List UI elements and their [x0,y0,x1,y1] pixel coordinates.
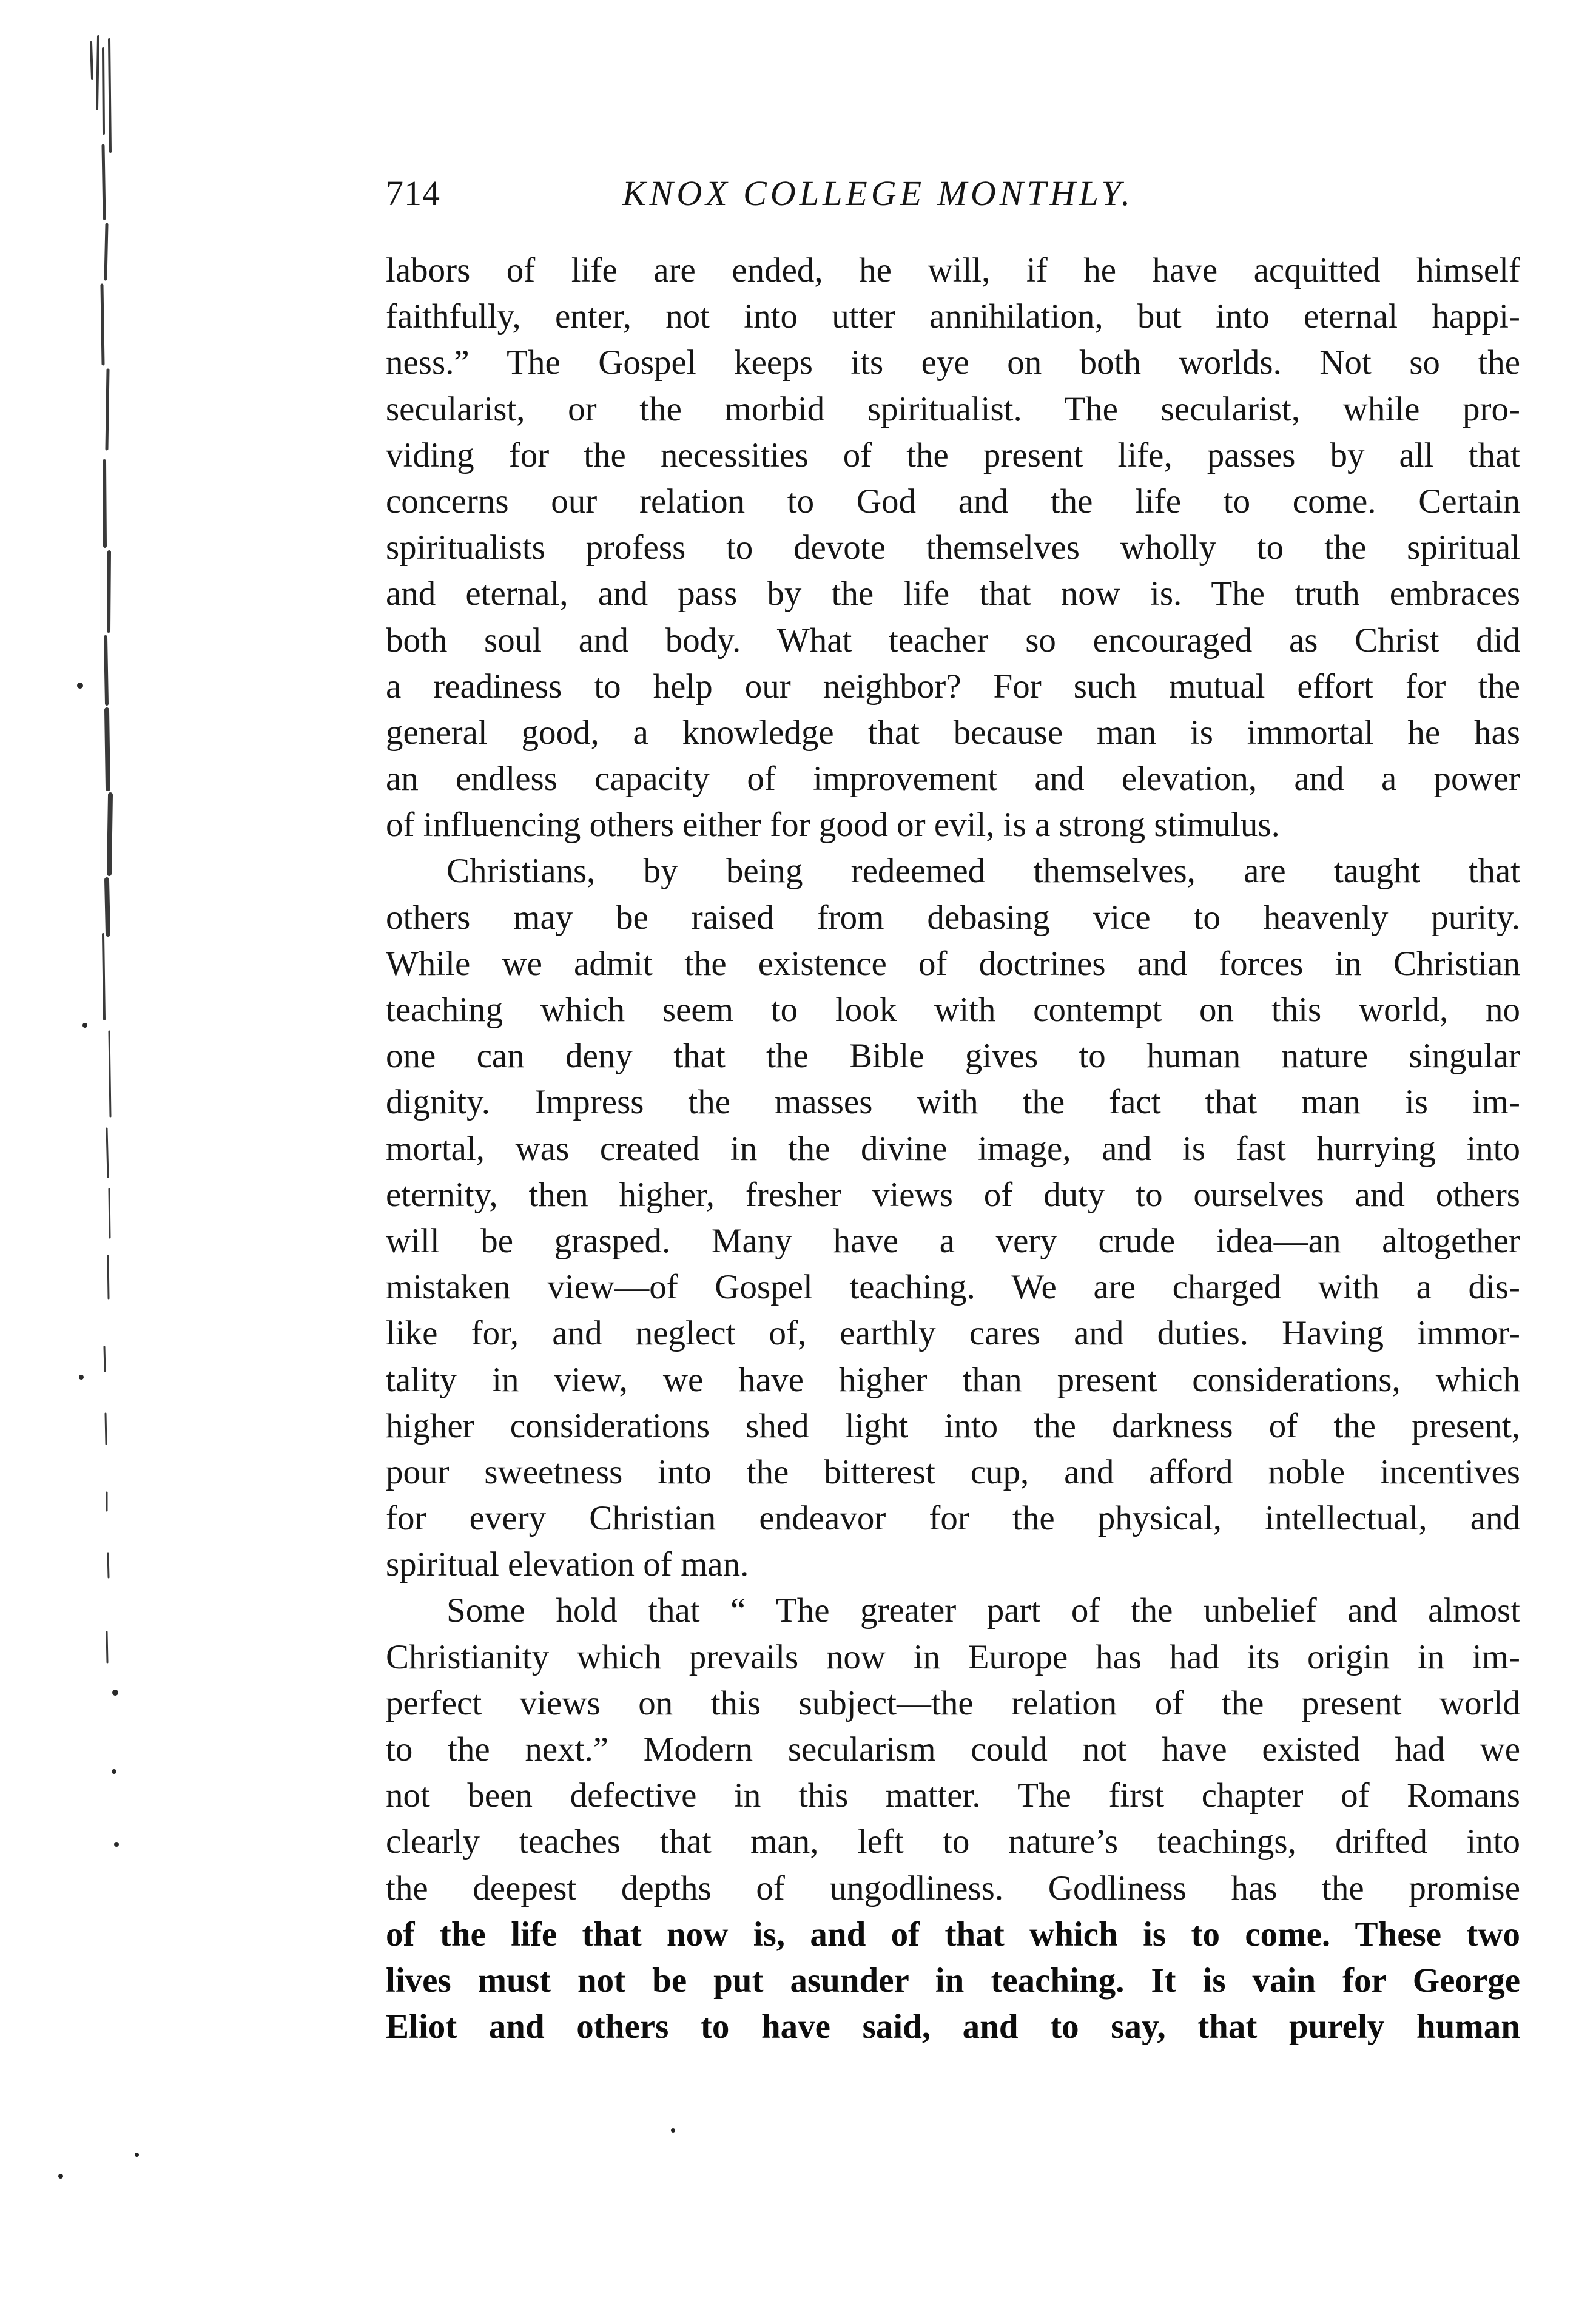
text-line: ness.” The Gospel keeps its eye on both worlds. Not so the [386,343,1520,382]
text-line: a readiness to help our neighbor? For such mutual effort for the [386,667,1520,706]
text-line: tality in view, we have higher than present considerations, which [386,1360,1520,1399]
text-line: labors of life are ended, he will, if he have acquitted himself [386,251,1520,289]
scan-speck [135,2153,139,2157]
text-line: While we admit the existence of doctrines and forces in Christian [386,944,1520,983]
text-line: eternity, then higher, fresher views of duty to ourselves and others [386,1175,1520,1214]
text-line: mortal, was created in the divine image, and is fast hurrying into [386,1129,1520,1168]
text-line: concerns our relation to God and the life to come. Certain [386,482,1520,521]
text-line: not been defective in this matter. The first chapter of Romans [386,1776,1520,1815]
text-line: Some hold that “ The greater part of the unbelief and almost [446,1591,1520,1630]
binding-edge-shadow [67,24,140,2269]
text-line: of influencing others either for good or evil, is a strong stimulus. [386,806,1280,845]
running-head: KNOX COLLEGE MONTHLY. [622,174,1134,213]
paragraph-2 [386,848,1520,1588]
text-line: dignity. Impress the masses with the fact that man is im- [386,1083,1520,1122]
text-line: Christianity which prevails now in Europe has had its origin in im- [386,1637,1520,1676]
text-line: one can deny that the Bible gives to human nature singular [386,1037,1520,1076]
paragraph-1 [386,248,1520,848]
paragraph-3 [386,1588,1520,2050]
text-line: the deepest depths of ungodliness. Godliness has the promise [386,1869,1520,1907]
text-line: general good, a knowledge that because man is immortal he has [386,713,1520,752]
text-line: secularist, or the morbid spiritualist. The secularist, while pro- [386,389,1520,428]
text-line: like for, and neglect of, earthly cares and duties. Having immor- [386,1314,1520,1353]
text-line: spiritualists profess to devote themselves wholly to the spiritual [386,528,1520,567]
text-line: will be grasped. Many have a very crude idea—an altogether [386,1221,1520,1260]
text-line: an endless capacity of improvement and elevation, and a power [386,760,1520,798]
scan-speck [58,2174,63,2179]
text-line: pour sweetness into the bitterest cup, and afford noble incentives [386,1452,1520,1491]
text-line: others may be raised from debasing vice to heavenly purity. [386,898,1520,937]
body-text [386,248,1520,2050]
text-line: teaching which seem to look with contempt on this world, no [386,991,1520,1029]
text-line: faithfully, enter, not into utter annihilation, but into eternal happi- [386,297,1520,336]
text-line: lives must not be put asunder in teaching. It is vain for George [386,1961,1520,2000]
text-line: of the life that now is, and of that which is to come. These two [386,1915,1520,1954]
text-line: and eternal, and pass by the life that now is. The truth embraces [386,575,1520,613]
text-line: perfect views on this subject—the relation of the present world [386,1684,1520,1722]
page-number: 714 [386,174,440,213]
text-line: mistaken view—of Gospel teaching. We are charged with a dis- [386,1268,1520,1307]
text-line: both soul and body. What teacher so encouraged as Christ did [386,621,1520,659]
text-line: Christians, by being redeemed themselves, are taught that [446,852,1520,891]
page-header [386,173,1520,221]
text-line: for every Christian endeavor for the physical, intellectual, and [386,1499,1520,1538]
text-line: clearly teaches that man, left to nature’s teachings, drifted into [386,1822,1520,1861]
text-line: higher considerations shed light into the darkness of the present, [386,1406,1520,1445]
text-line: viding for the necessities of the present life, passes by all that [386,436,1520,474]
text-line: spiritual elevation of man. [386,1545,749,1584]
scan-speck [671,2128,675,2133]
text-line: Eliot and others to have said, and to say, that purely human [386,2008,1520,2046]
text-line: to the next.” Modern secularism could not have existed had we [386,1730,1520,1768]
